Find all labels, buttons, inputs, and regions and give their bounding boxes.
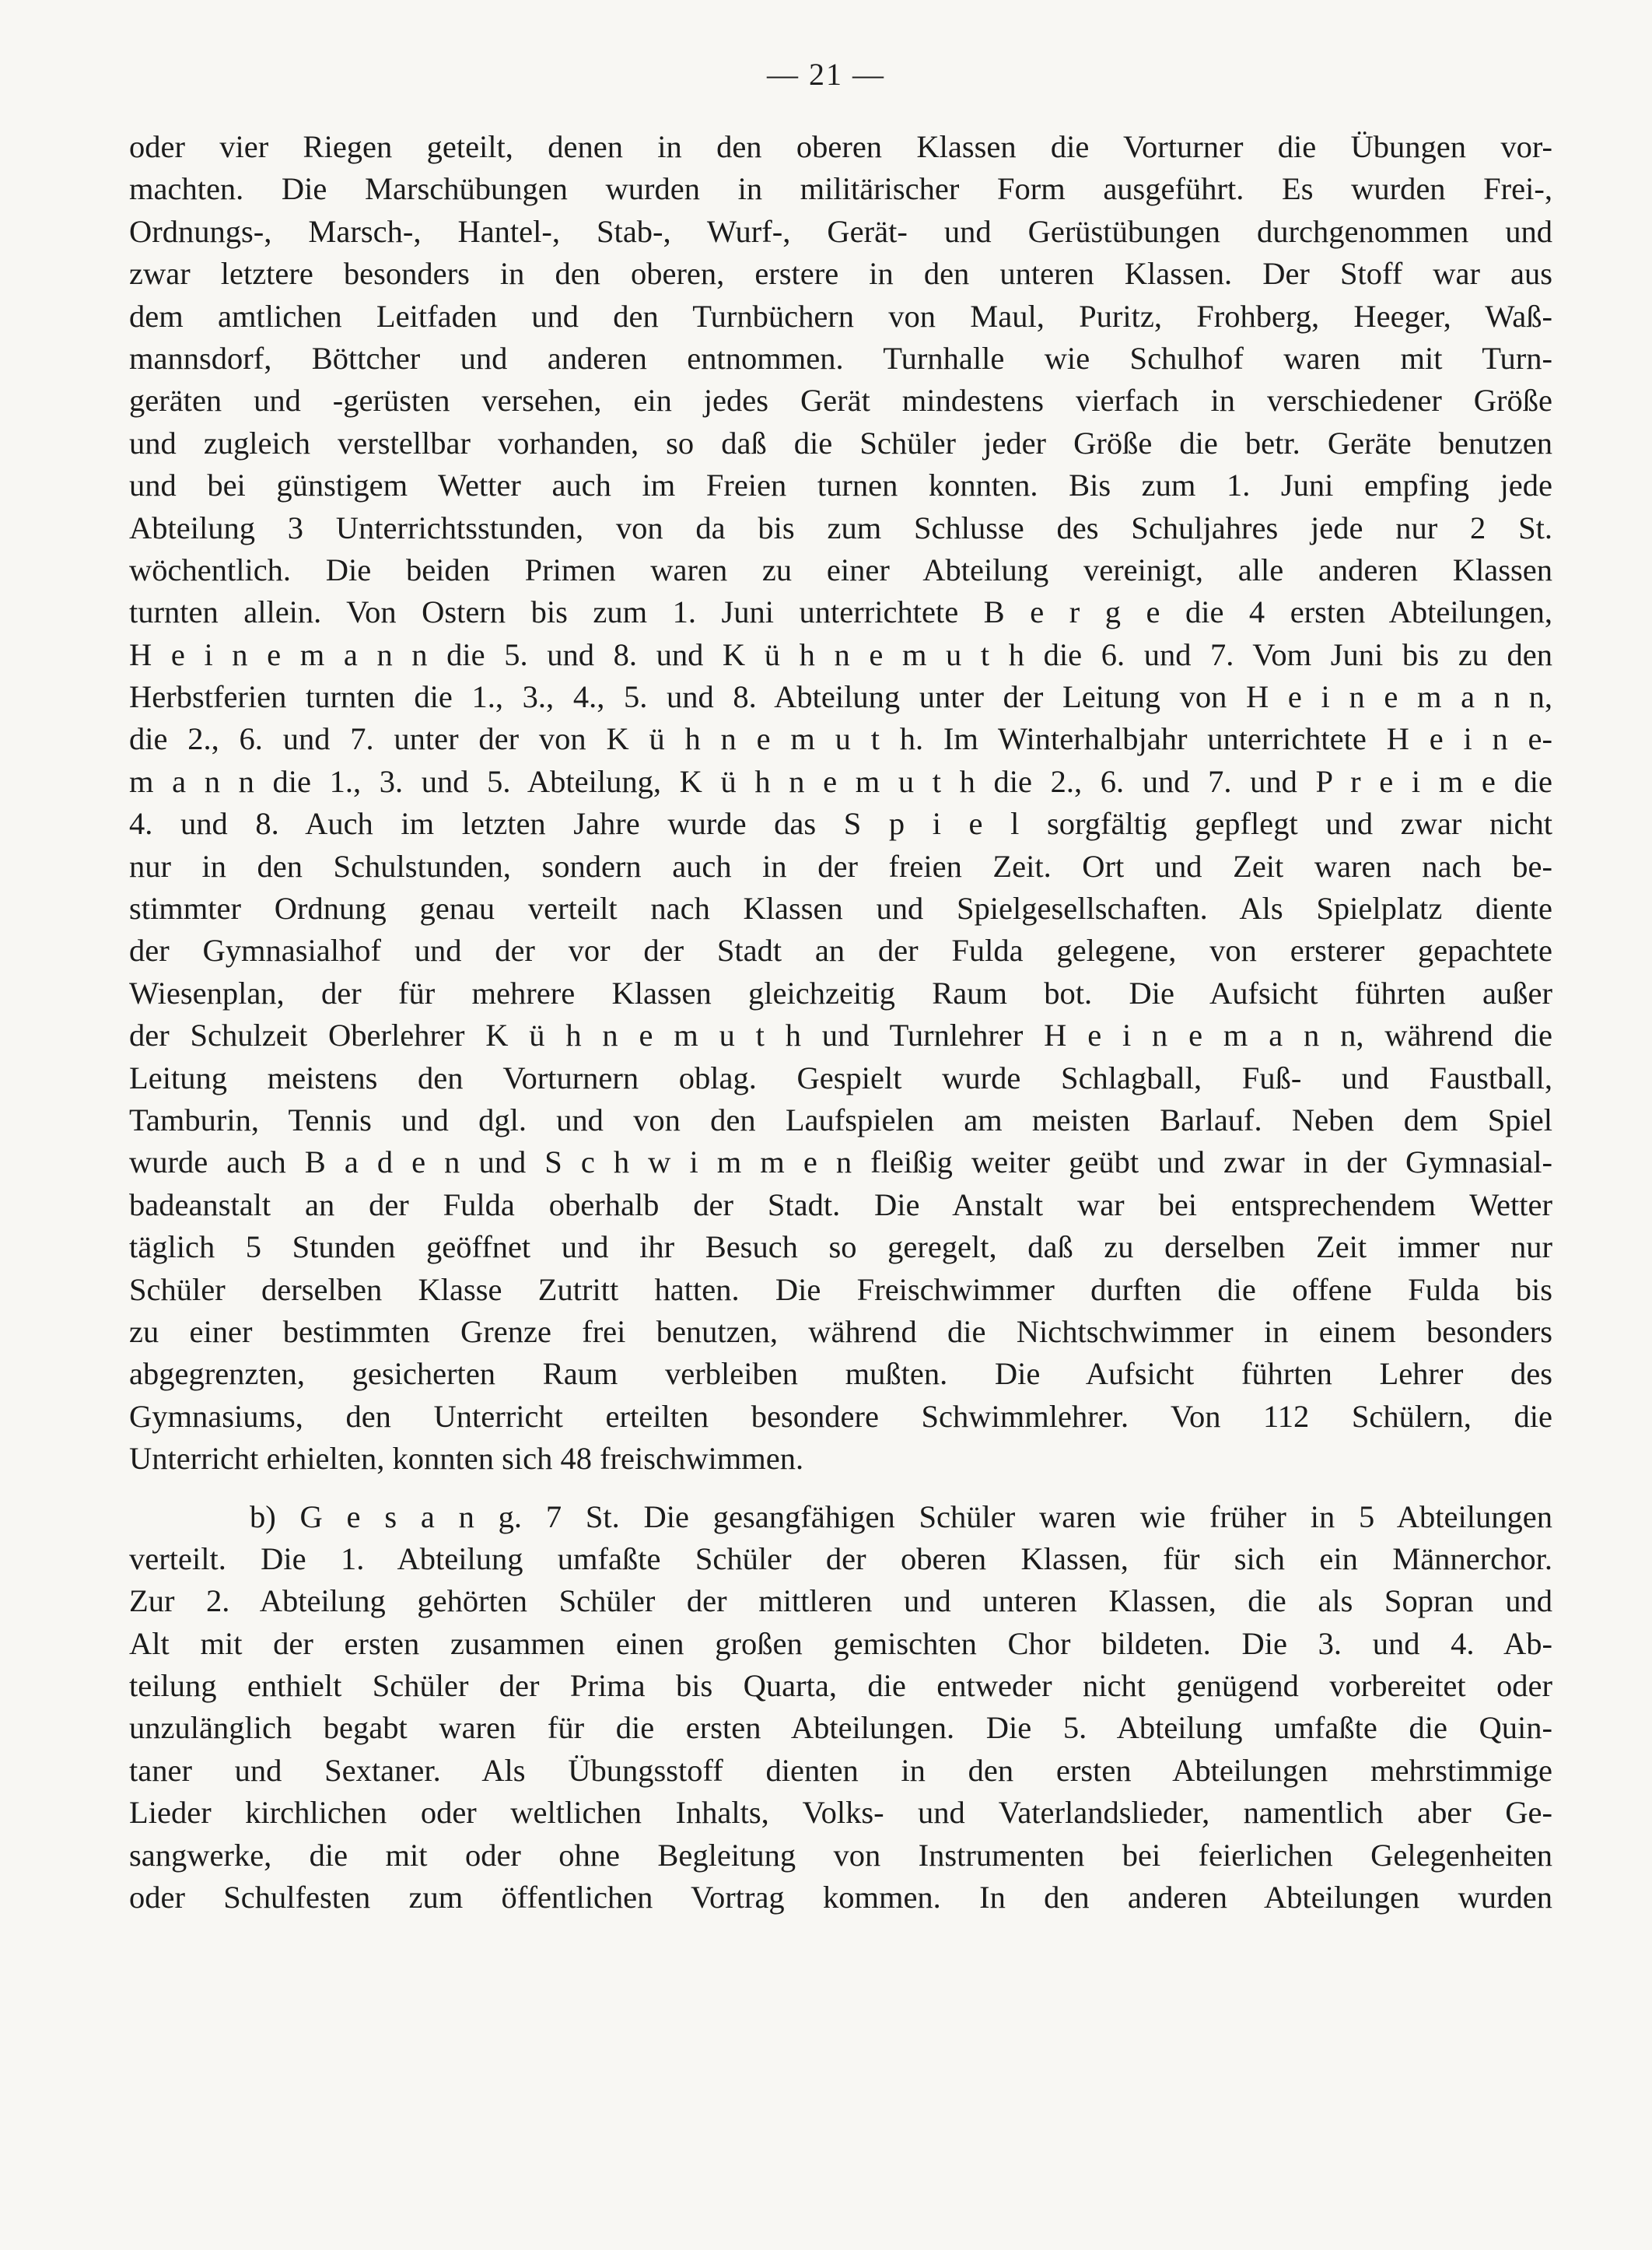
text-line: Wiesenplan, der für mehrere Klassen gleichzeitig Raum bot. Die Aufsicht führten außer [129, 975, 1552, 1011]
text-line: die 2., 6. und 7. unter der von K ü h n e m u t h. Im Winterhalbjahr unterrichtete H e i n e- [129, 721, 1552, 757]
text-line: der Schulzeit Oberlehrer K ü h n e m u t h und Turnlehrer H e i n e m a n n, während die [129, 1018, 1552, 1053]
text-line: verteilt. Die 1. Abteilung umfaßte Schüler der oberen Klassen, für sich ein Männerchor. [129, 1540, 1552, 1576]
text-line: b) G e s a n g. 7 St. Die gesangfähigen Schüler waren wie früher in 5 Abteilungen [250, 1498, 1552, 1534]
text-line: turnten allein. Von Ostern bis zum 1. Juni unterrichtete B e r g e die 4 ersten Abteilungen, [129, 594, 1552, 630]
text-line: abgegrenzten, gesicherten Raum verbleiben mußten. Die Aufsicht führten Lehrer des [129, 1356, 1552, 1392]
text-line: Tamburin, Tennis und dgl. und von den Laufspielen am meisten Barlauf. Neben dem Spiel [129, 1102, 1552, 1137]
text-line: wurde auch B a d e n und S c h w i m m e n fleißig weiter geübt und zwar in der Gymnasial- [129, 1144, 1552, 1180]
text-line: stimmter Ordnung genau verteilt nach Klassen und Spielgesellschaften. Als Spielplatz diente [129, 891, 1552, 927]
text-line: wöchentlich. Die beiden Primen waren zu einer Abteilung vereinigt, alle anderen Klassen [129, 552, 1552, 587]
text-line: Herbstferien turnten die 1., 3., 4., 5. und 8. Abteilung unter der Leitung von H e i n e m a n n, [129, 679, 1552, 715]
text-line: Lieder kirchlichen oder weltlichen Inhalts, Volks- und Vaterlandslieder, namentlich aber Ge- [129, 1795, 1552, 1831]
text-line: täglich 5 Stunden geöffnet und ihr Besuch so geregelt, daß zu derselben Zeit immer nur [129, 1229, 1552, 1265]
text-line: teilung enthielt Schüler der Prima bis Quarta, die entweder nicht genügend vorbereitet oder [129, 1668, 1552, 1704]
text-line: taner und Sextaner. Als Übungsstoff dienten in den ersten Abteilungen mehrstimmige [129, 1752, 1552, 1788]
text-line: sangwerke, die mit oder ohne Begleitung von Instrumenten bei feierlichen Gelegenheiten [129, 1837, 1552, 1873]
text-line: Gymnasiums, den Unterricht erteilten besondere Schwimmlehrer. Von 112 Schülern, die [129, 1398, 1552, 1434]
text-line: H e i n e m a n n die 5. und 8. und K ü h n e m u t h die 6. und 7. Vom Juni bis zu den [129, 636, 1552, 672]
text-line: zwar letztere besonders in den oberen, erstere in den unteren Klassen. Der Stoff war aus [129, 256, 1552, 292]
text-line: Ordnungs-, Marsch-, Hantel-, Stab-, Wurf-, Gerät- und Gerüstübungen durchgenommen und [129, 213, 1552, 249]
page-number: — 21 — [767, 57, 885, 92]
paragraph-gap [129, 1481, 1552, 1496]
text-line: nur in den Schulstunden, sondern auch in der freien Zeit. Ort und Zeit waren nach be- [129, 848, 1552, 884]
text-line: Zur 2. Abteilung gehörten Schüler der mittleren und unteren Klassen, die als Sopran und [129, 1583, 1552, 1619]
text-line: und zugleich verstellbar vorhanden, so daß die Schüler jeder Größe die betr. Geräte benutzen [129, 425, 1552, 461]
text-line: der Gymnasialhof und der vor der Stadt an der Fulda gelegene, von ersterer gepachtete [129, 933, 1552, 969]
text-line: mannsdorf, Böttcher und anderen entnommen. Turnhalle wie Schulhof waren mit Turn- [129, 340, 1552, 376]
text-line: unzulänglich begabt waren für die ersten Abteilungen. Die 5. Abteilung umfaßte die Quin- [129, 1710, 1552, 1746]
text-line: Leitung meistens den Vorturnern oblag. Gespielt wurde Schlagball, Fuß- und Faustball, [129, 1060, 1552, 1095]
text-line: 4. und 8. Auch im letzten Jahre wurde das S p i e l sorgfältig gepflegt und zwar nicht [129, 806, 1552, 842]
paragraph-turnen [129, 126, 1552, 1481]
text-line: Abteilung 3 Unterrichtsstunden, von da bis zum Schlusse des Schuljahres jede nur 2 St. [129, 510, 1552, 545]
text-line: zu einer bestimmten Grenze frei benutzen, während die Nichtschwimmer in einem besonders [129, 1313, 1552, 1349]
text-line: dem amtlichen Leitfaden und den Turnbüchern von Maul, Puritz, Frohberg, Heeger, Waß- [129, 298, 1552, 334]
text-line: oder vier Riegen geteilt, denen in den oberen Klassen die Vorturner die Übungen vor- [129, 129, 1552, 164]
paragraph-gesang [129, 1496, 1552, 1919]
text-line: geräten und -gerüsten versehen, ein jedes Gerät mindestens vierfach in verschiedener Größe [129, 383, 1552, 419]
text-line: badeanstalt an der Fulda oberhalb der Stadt. Die Anstalt war bei entsprechendem Wetter [129, 1186, 1552, 1222]
text-line: oder Schulfesten zum öffentlichen Vortrag kommen. In den anderen Abteilungen wurden [129, 1880, 1552, 1915]
text-line: Alt mit der ersten zusammen einen großen gemischten Chor bildeten. Die 3. und 4. Ab- [129, 1625, 1552, 1661]
text-line: machten. Die Marschübungen wurden in militärischer Form ausgeführt. Es wurden Frei-, [129, 171, 1552, 207]
text-line: m a n n die 1., 3. und 5. Abteilung, K ü h n e m u t h die 2., 6. und 7. und P r e i m e die [129, 763, 1552, 799]
text-line: und bei günstigem Wetter auch im Freien turnen konnten. Bis zum 1. Juni empfing jede [129, 468, 1552, 503]
text-line: Unterricht erhielten, konnten sich 48 freischwimmen. [129, 1441, 804, 1477]
text-line: Schüler derselben Klasse Zutritt hatten. Die Freischwimmer durften die offene Fulda bis [129, 1271, 1552, 1307]
body-text [129, 126, 1552, 1919]
